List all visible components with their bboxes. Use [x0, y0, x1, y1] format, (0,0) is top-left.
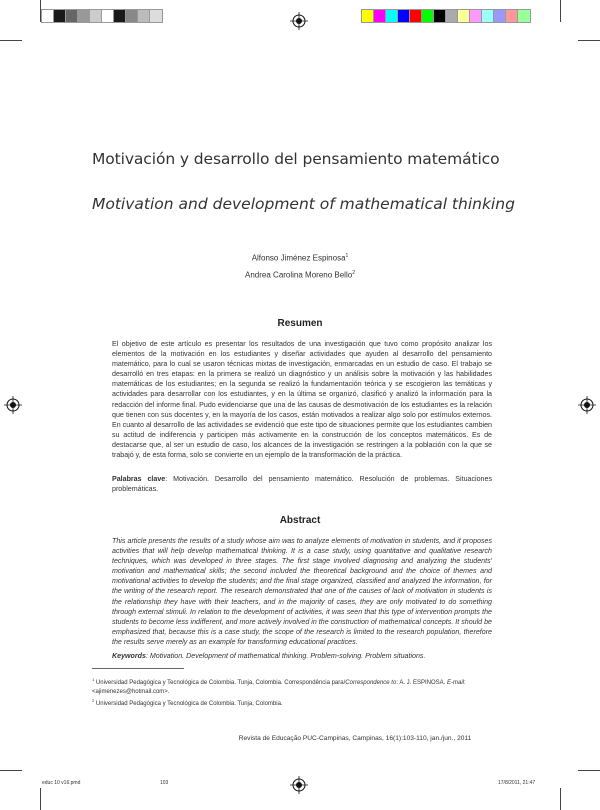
footnote-email: : <ajimenezes@hotmail.com>.: [92, 680, 466, 695]
registration-target-icon: [578, 396, 596, 414]
color-swatch: [410, 10, 422, 22]
footnote-mark: 1: [92, 677, 95, 682]
resumen-body: El objetivo de este artículo es presentar los resultados de una investigación que tuvo como propósito analizar los elementos de la motivación en los estudiantes y diseñar actividades que ayuden al desarrollo del pensamiento matemático, para lo cual se usaron técnicas mixtas de investigación, enmarcadas en un estudio de caso. El trabajo se desarrolló en tres etapas: en la primera se realizó un diagnóstico y un análisis sobre la motivación y las habilidades matemáticas de los estudiantes; en la segunda se realizó la fundamentación teórica y se escogieron las temáticas y actividades para desarrollar con los estudiantes, y en la última se organizó, clasificó y analizó la información para la redacción del informe final. Pudo evidenciarse que una de las causas de desmotivación de los estudiantes es la relación que tienen con sus docentes y, en la mayoría de los casos, están motivados a realizar algo solo por estímulos externos. En cuanto al desarrollo de las actividades se evidenció que este tipo de situaciones permite que los estudiantes cambien su actitud de indiferencia y participen más activamente en la construcción de los conceptos matemáticos. Es de destacarse que, al ser un estudio de caso, los alcances de la investigación se restringen a la población con la que se trabajó y, de esta forma, solo se convierte en un ejemplo de la transformación de la práctica.: [112, 340, 492, 460]
color-swatch: [398, 10, 410, 22]
author-name: Alfonso Jiménez Espinosa: [251, 253, 346, 263]
color-swatch: [102, 10, 114, 22]
footnote-1: [92, 675, 512, 697]
keywords-text: : Motivación. Desarrollo del pensamiento matemático. Resolución de problemas. Situaciones problemáticas.: [112, 475, 492, 494]
color-swatch: [386, 10, 398, 22]
footnote-mark: 1: [345, 253, 349, 259]
author-2: [0, 270, 600, 280]
footnote-mark: 2: [352, 270, 355, 276]
slug-page: 103: [160, 780, 169, 786]
footnote-text: Universidad Pedagógica y Tecnológica de Colombia. Tunja, Colombia.: [95, 701, 283, 707]
color-swatch: [482, 10, 494, 22]
color-swatch: [150, 10, 162, 22]
crop-mark: [578, 40, 600, 41]
color-swatch: [114, 10, 126, 22]
title-spanish: Motivación y desarrollo del pensamiento matemático: [92, 150, 500, 168]
author-1: [0, 253, 600, 263]
crop-mark: [560, 0, 561, 22]
color-bar: [362, 10, 530, 22]
color-swatch: [66, 10, 78, 22]
color-swatch: [458, 10, 470, 22]
color-swatch: [446, 10, 458, 22]
color-swatch: [126, 10, 138, 22]
color-swatch: [422, 10, 434, 22]
journal-citation: Revista de Educação PUC-Campinas, Campinas, 16(1):103-110, jan./jun., 2011: [238, 735, 472, 742]
color-swatch: [362, 10, 374, 22]
registration-target-icon: [290, 12, 308, 30]
color-swatch: [518, 10, 530, 22]
color-swatch: [138, 10, 150, 22]
registration-target-icon: [4, 396, 22, 414]
keywords-text: : Motivation. Development of mathematical thinking. Problem-solving. Problem situations.: [145, 652, 426, 660]
title-english: Motivation and development of mathematical thinking: [92, 195, 515, 213]
footnote-italic: E-mail: [447, 680, 465, 686]
color-swatch: [494, 10, 506, 22]
color-swatch: [374, 10, 386, 22]
crop-mark: [560, 788, 561, 810]
crop-mark: [40, 0, 41, 22]
resumen-heading: Resumen: [277, 318, 323, 329]
grayscale-bar: [42, 10, 162, 22]
color-swatch: [506, 10, 518, 22]
crop-mark: [40, 788, 41, 810]
slug-datetime: 17/8/2011, 21:47: [498, 780, 536, 786]
crop-mark: [0, 770, 22, 771]
footnote-italic: Correspondence to: [345, 680, 397, 686]
color-swatch: [90, 10, 102, 22]
color-swatch: [42, 10, 54, 22]
resumen-keywords: [112, 474, 492, 494]
footnote-text: : A. J. ESPINOSA.: [396, 680, 448, 686]
registration-target-icon: [290, 776, 308, 794]
abstract-keywords: [112, 651, 492, 661]
color-swatch: [434, 10, 446, 22]
slug-file: educ 10 v16.pmd: [42, 780, 81, 786]
abstract-body: This article presents the results of a study whose aim was to analyze elements of motivation in students, and it proposes activities that will help develop mathematical thinking. It is a case study, using quantitative and qualitative research techniques, which was developed in three stages. The first stage involved diagnosing and analyzing the students' motivation and mathematical skills; the second included the theoretical background and the choice of themes and motivational activities to develop the students; and the final stage organized, classified and analyzed the information, for the writing of the research report. The research demonstrated that one of the causes of lack of motivation in students is the relationship they have with their teachers, and in the majority of cases, they are only motivated to do something through external stimuli. In relation to the development of activities, it was seen that this type of intervention prompts the students to become less indifferent, and more actively involved in the construction of mathematical concepts. It should be emphasized that, because this is a case study, the scope of the research is limited to the research population, therefore the results serve merely as an example for transforming educational practices.: [112, 537, 492, 646]
keywords-label: Keywords: [112, 652, 146, 660]
footnote-divider: [92, 668, 184, 669]
keywords-label: Palabras clave: [112, 475, 166, 483]
abstract-heading: Abstract: [279, 515, 321, 526]
footnote-text: Universidad Pedagógica y Tecnológica de Colombia. Tunja, Colombia. Correspondência para/: [95, 680, 346, 686]
footnote-2: [92, 696, 512, 709]
author-name: Andrea Carolina Moreno Bello: [245, 270, 353, 280]
crop-mark: [0, 40, 22, 41]
footnote-mark: 2: [92, 698, 95, 703]
color-swatch: [78, 10, 90, 22]
color-swatch: [54, 10, 66, 22]
crop-mark: [578, 770, 600, 771]
color-swatch: [470, 10, 482, 22]
